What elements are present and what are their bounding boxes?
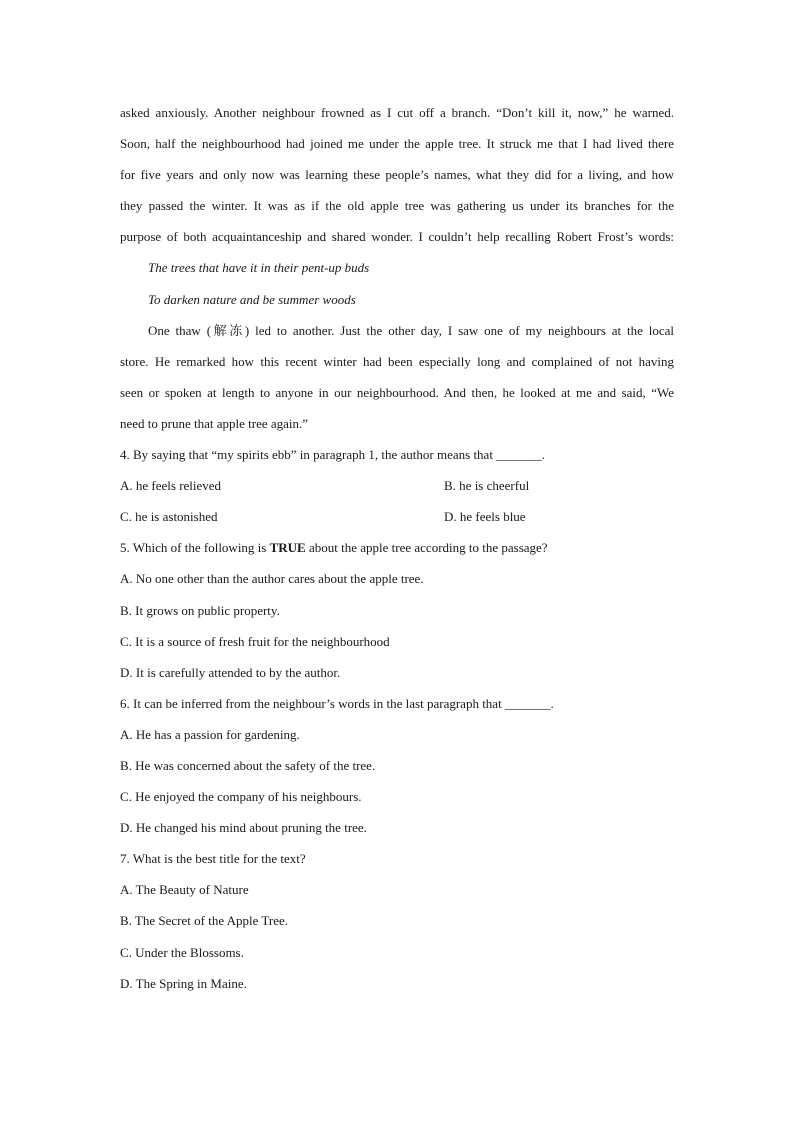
passage-line: for five years and only now was learning these people’s names, what they did for a living, and how (120, 167, 674, 183)
question-6-stem: 6. It can be inferred from the neighbour’s words in the last paragraph that _______. (120, 695, 554, 711)
passage-line: they passed the winter. It was as if the old apple tree was gathering us under its branches for the (120, 198, 674, 214)
question-5-stem-text: 5. Which of the following is (120, 540, 270, 556)
document-body (120, 101, 674, 1003)
passage-line: One thaw (解冻) led to another. Just the other day, I saw one of my neighbours at the local (148, 322, 674, 338)
option-c[interactable]: C. He enjoyed the company of his neighbours. (120, 789, 362, 805)
poem-line: The trees that have it in their pent-up buds (148, 260, 370, 276)
question-5-emphasis: TRUE (269, 540, 306, 556)
option-c[interactable]: C. It is a source of fresh fruit for the neighbourhood (120, 633, 390, 649)
option-b[interactable]: B. The Secret of the Apple Tree. (120, 913, 289, 929)
passage-line: seen or spoken at length to anyone in our neighbourhood. And then, he looked at me and said, “We (120, 384, 674, 400)
passage-line: purpose of both acquaintanceship and shared wonder. I couldn’t help recalling Robert Frost’s words: (120, 229, 674, 245)
option-a[interactable]: A. He has a passion for gardening. (120, 726, 300, 742)
passage-line: Soon, half the neighbourhood had joined me under the apple tree. It struck me that I had lived there (120, 136, 674, 152)
option-a[interactable]: A. The Beauty of Nature (120, 882, 249, 898)
option-d[interactable]: D. He changed his mind about pruning the tree. (120, 820, 367, 836)
passage-line: need to prune that apple tree again.” (120, 415, 309, 431)
option-c[interactable]: C. Under the Blossoms. (120, 944, 244, 960)
question-4-options-row (120, 474, 674, 505)
option-b[interactable]: B. He was concerned about the safety of the tree. (120, 757, 376, 773)
question-5-stem-text: about the apple tree according to the passage? (305, 540, 548, 556)
question-5-stem (120, 536, 674, 567)
option-b[interactable]: B. It grows on public property. (120, 602, 280, 618)
question-4-options-row (120, 505, 674, 536)
option-b[interactable]: B. he is cheerful (444, 478, 530, 494)
option-d[interactable]: D. The Spring in Maine. (120, 975, 247, 991)
passage-line: asked anxiously. Another neighbour frowned as I cut off a branch. “Don’t kill it, now,” he warned. (120, 105, 674, 120)
option-a[interactable]: A. he feels relieved (120, 478, 222, 494)
option-c[interactable]: C. he is astonished (120, 509, 218, 525)
option-a[interactable]: A. No one other than the author cares about the apple tree. (120, 571, 424, 587)
poem-line: To darken nature and be summer woods (148, 291, 356, 307)
passage-line: store. He remarked how this recent winter had been especially long and complained of not having (120, 353, 674, 369)
option-d[interactable]: D. he feels blue (444, 509, 526, 525)
question-7-stem: 7. What is the best title for the text? (120, 851, 306, 867)
question-4-stem: 4. By saying that “my spirits ebb” in paragraph 1, the author means that _______. (120, 447, 545, 463)
option-d[interactable]: D. It is carefully attended to by the author. (120, 664, 341, 680)
